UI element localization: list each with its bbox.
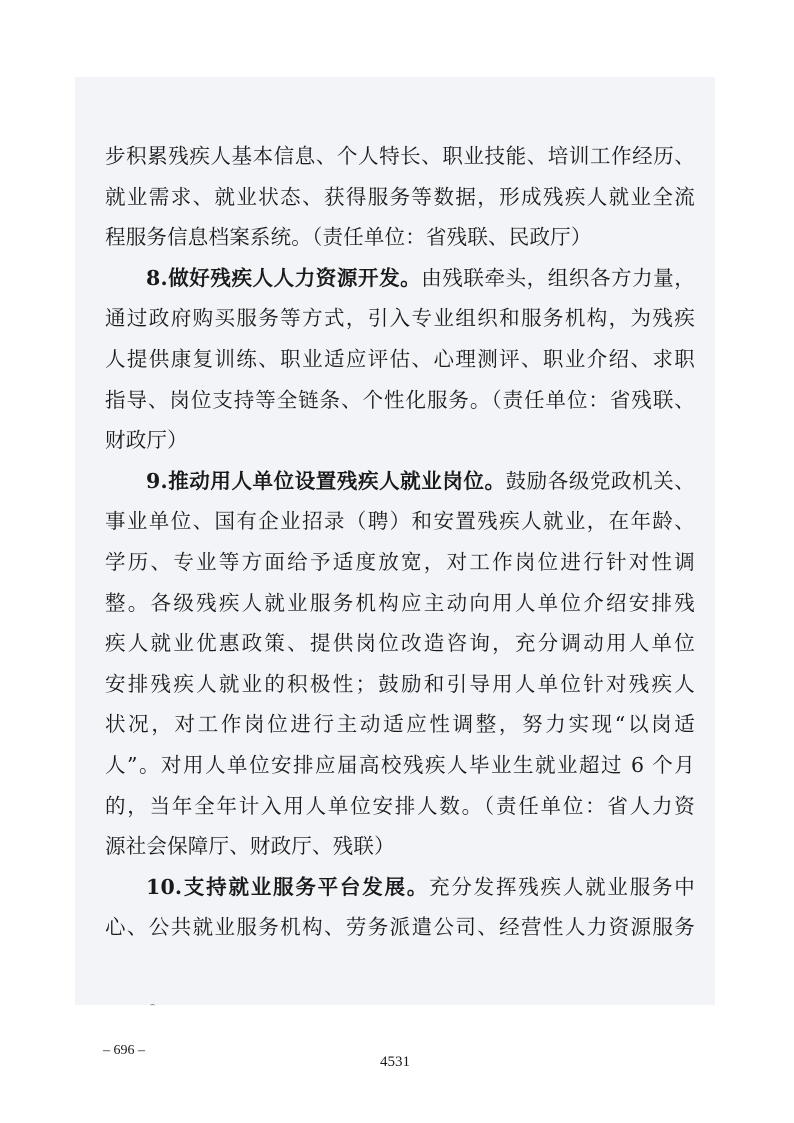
text-line: 学历、专业等方面给予适度放宽，对工作岗位进行针对性调: [105, 549, 695, 574]
text-line: 心、公共就业服务机构、劳务派遣公司、经营性人力资源服务: [105, 915, 695, 940]
scan-mark: [150, 1004, 155, 1008]
paragraph-lead-line: [105, 258, 695, 299]
text-line: 事业单位、国有企业招录（聘）和安置残疾人就业，在年龄、: [105, 509, 695, 534]
text-line: 源社会保障厅、财政厅、残联）: [105, 834, 395, 859]
text-line: 人提供康复训练、职业适应评估、心理测评、职业介绍、求职: [105, 346, 695, 371]
text-line: 通过政府购买服务等方式，引入专业组织和服务机构，为残疾: [105, 306, 695, 331]
text-line: 疾人就业优惠政策、提供岗位改造咨询，充分调动用人单位: [105, 631, 695, 656]
paragraph-lead-line: [105, 867, 695, 908]
text-line: 整。各级残疾人就业服务机构应主动向用人单位介绍安排残: [105, 590, 695, 615]
text-span: 鼓励各级党政机关、: [505, 468, 695, 493]
text-span: 充分发挥残疾人就业服务中: [429, 874, 695, 899]
text-line: 就业需求、就业状态、获得服务等数据，形成残疾人就业全流: [105, 184, 695, 209]
section-heading: 8.做好残疾人人力资源开发。: [146, 265, 422, 290]
scan-id: 4531: [380, 1054, 410, 1070]
section-heading: 9.推动用人单位设置残疾人就业岗位。: [146, 468, 506, 493]
text-line: 程服务信息档案系统。（责任单位：省残联、民政厅）: [105, 225, 592, 250]
page-number: – 696 –: [103, 1043, 145, 1058]
text-line: 财政厅）: [105, 428, 188, 453]
text-line: 安排残疾人就业的积极性；鼓励和引导用人单位针对残疾人: [105, 671, 695, 696]
document-body: [105, 136, 695, 948]
text-line: 步积累残疾人基本信息、个人特长、职业技能、培训工作经历、: [105, 144, 695, 168]
paragraph-lead-line: [105, 461, 695, 502]
text-line: 状况，对工作岗位进行主动适应性调整，努力实现“以岗适: [105, 712, 695, 737]
text-span: 由残联牵头，组织各方力量，: [421, 265, 695, 290]
text-line: 人”。对用人单位安排应届高校残疾人毕业生就业超过 6 个月: [105, 752, 695, 777]
text-line: 指导、岗位支持等全链条、个性化服务。（责任单位：省残联、: [105, 387, 695, 412]
text-line: 的，当年全年计入用人单位安排人数。（责任单位：省人力资: [105, 793, 695, 818]
section-heading: 10.支持就业服务平台发展。: [146, 874, 430, 899]
